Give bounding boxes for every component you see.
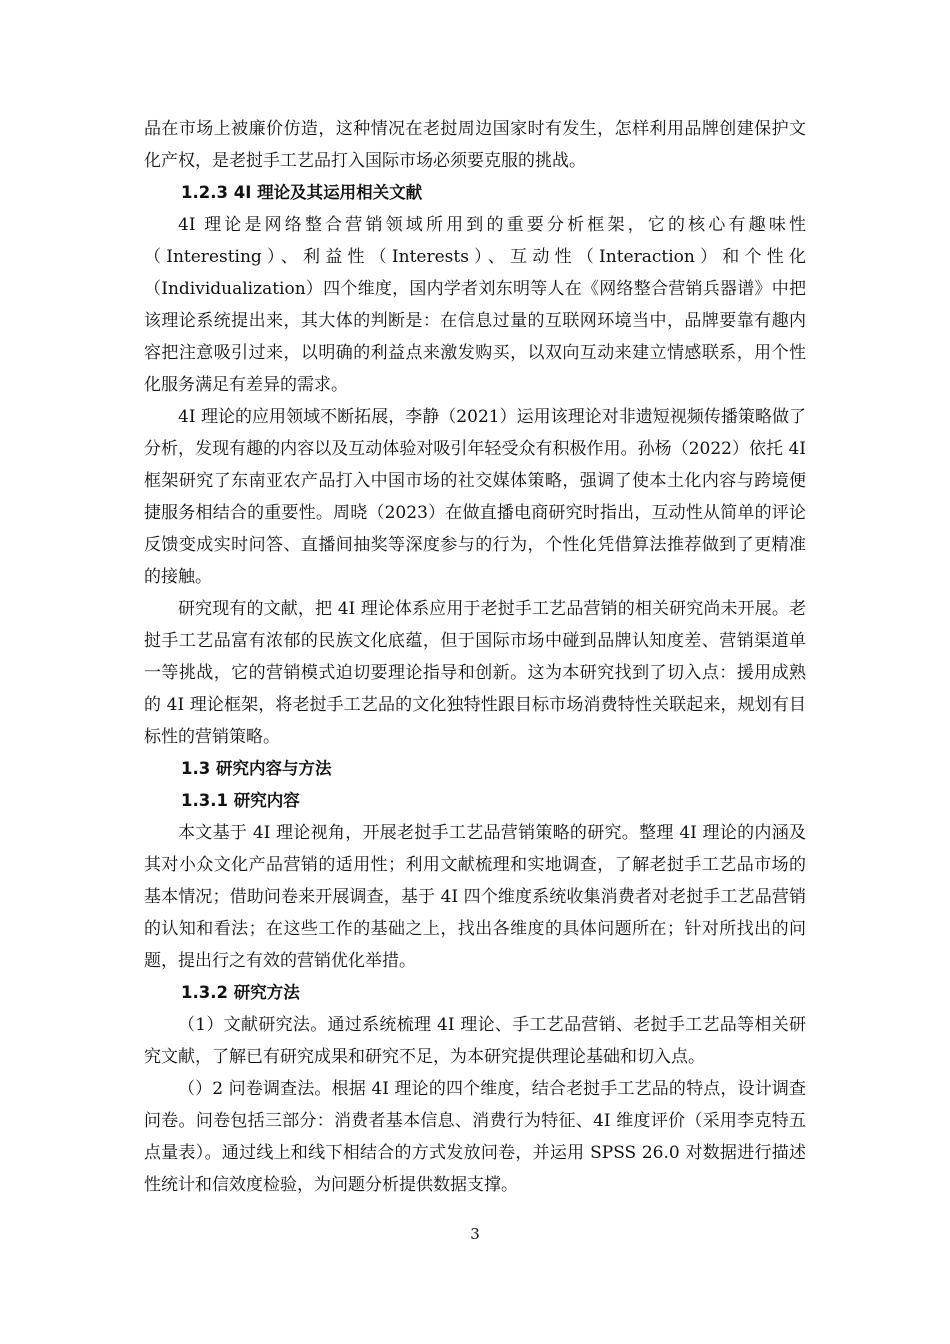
paragraph-4i-applications: 4I 理论的应用领域不断拓展，李静（2021）运用该理论对非遗短视频传播策略做了分析，发现有趣的内容以及互动体验对吸引年轻受众有积极作用。孙杨（2022）依托 4I 框架研究了东南亚农产品打入中国市场的社交媒体策略，强调了使本土化内容与跨境便捷服务相结合的重要性。周晓（2023）在做直播电商研究时指出，互动性从简单的评论反馈变成实时问答、直播间抽奖等深度参与的行为，个性化凭借算法推荐做到了更精准的接触。 [144, 407, 806, 587]
page-number: 3 [470, 1225, 480, 1243]
paragraph-research-content: 本文基于 4I 理论视角，开展老挝手工艺品营销策略的研究。整理 4I 理论的内涵及其对小众文化产品营销的适用性；利用文献梳理和实地调查，了解老挝手工艺品市场的基本情况；借助问卷来开展调查，基于 4I 四个维度系统收集消费者对老挝手工艺品营销的认知和看法；在这些工作的基础之上，找出各维度的具体问题所在；针对所找出的问题，提出行之有效的营销优化举措。 [144, 823, 806, 971]
section-heading-1-3-2: 1.3.2 研究方法 [181, 983, 300, 1002]
paragraph-literature-method: （1）文献研究法。通过系统梳理 4I 理论、手工艺品营销、老挝手工艺品等相关研究文献，了解已有研究成果和研究不足，为本研究提供理论基础和切入点。 [144, 1015, 806, 1067]
paragraph-4i-theory-definition: 4I 理论是网络整合营销领域所用到的重要分析框架，它的核心有趣味性（Interesting）、利益性（Interests）、互动性（Interaction）和个性化（Individualization）四个维度，国内学者刘东明等人在《网络整合营销兵器谱》中把该理论系统提出来，其大体的判断是：在信息过量的互联网环境当中，品牌要靠有趣内容把注意吸引过来，以明确的利益点来激发购买，以双向互动来建立情感联系，用个性化服务满足有差异的需求。 [144, 215, 806, 395]
section-heading-1-2-3: 1.2.3 4I 理论及其运用相关文献 [181, 183, 423, 202]
paragraph-survey-method: （）2 问卷调查法。根据 4I 理论的四个维度，结合老挝手工艺品的特点，设计调查问卷。问卷包括三部分：消费者基本信息、消费行为特征、4I 维度评价（采用李克特五点量表）。通过线上和线下相结合的方式发放问卷，并运用 SPSS 26.0 对数据进行描述性统计和信效度检验，为问题分析提供数据支撑。 [144, 1079, 806, 1195]
page-body [144, 113, 806, 1201]
section-heading-1-3-1: 1.3.1 研究内容 [181, 791, 300, 810]
paragraph-research-gap: 研究现有的文献，把 4I 理论体系应用于老挝手工艺品营销的相关研究尚未开展。老挝手工艺品富有浓郁的民族文化底蕴，但于国际市场中碰到品牌认知度差、营销渠道单一等挑战，它的营销模式迫切要理论指导和创新。这为本研究找到了切入点：援用成熟的 4I 理论框架，将老挝手工艺品的文化独特性跟目标市场消费特性关联起来，规划有目标性的营销策略。 [144, 599, 806, 747]
section-heading-1-3: 1.3 研究内容与方法 [181, 759, 332, 778]
paragraph-continuation: 品在市场上被廉价仿造，这种情况在老挝周边国家时有发生，怎样利用品牌创建保护文化产权，是老挝手工艺品打入国际市场必须要克服的挑战。 [144, 119, 806, 171]
